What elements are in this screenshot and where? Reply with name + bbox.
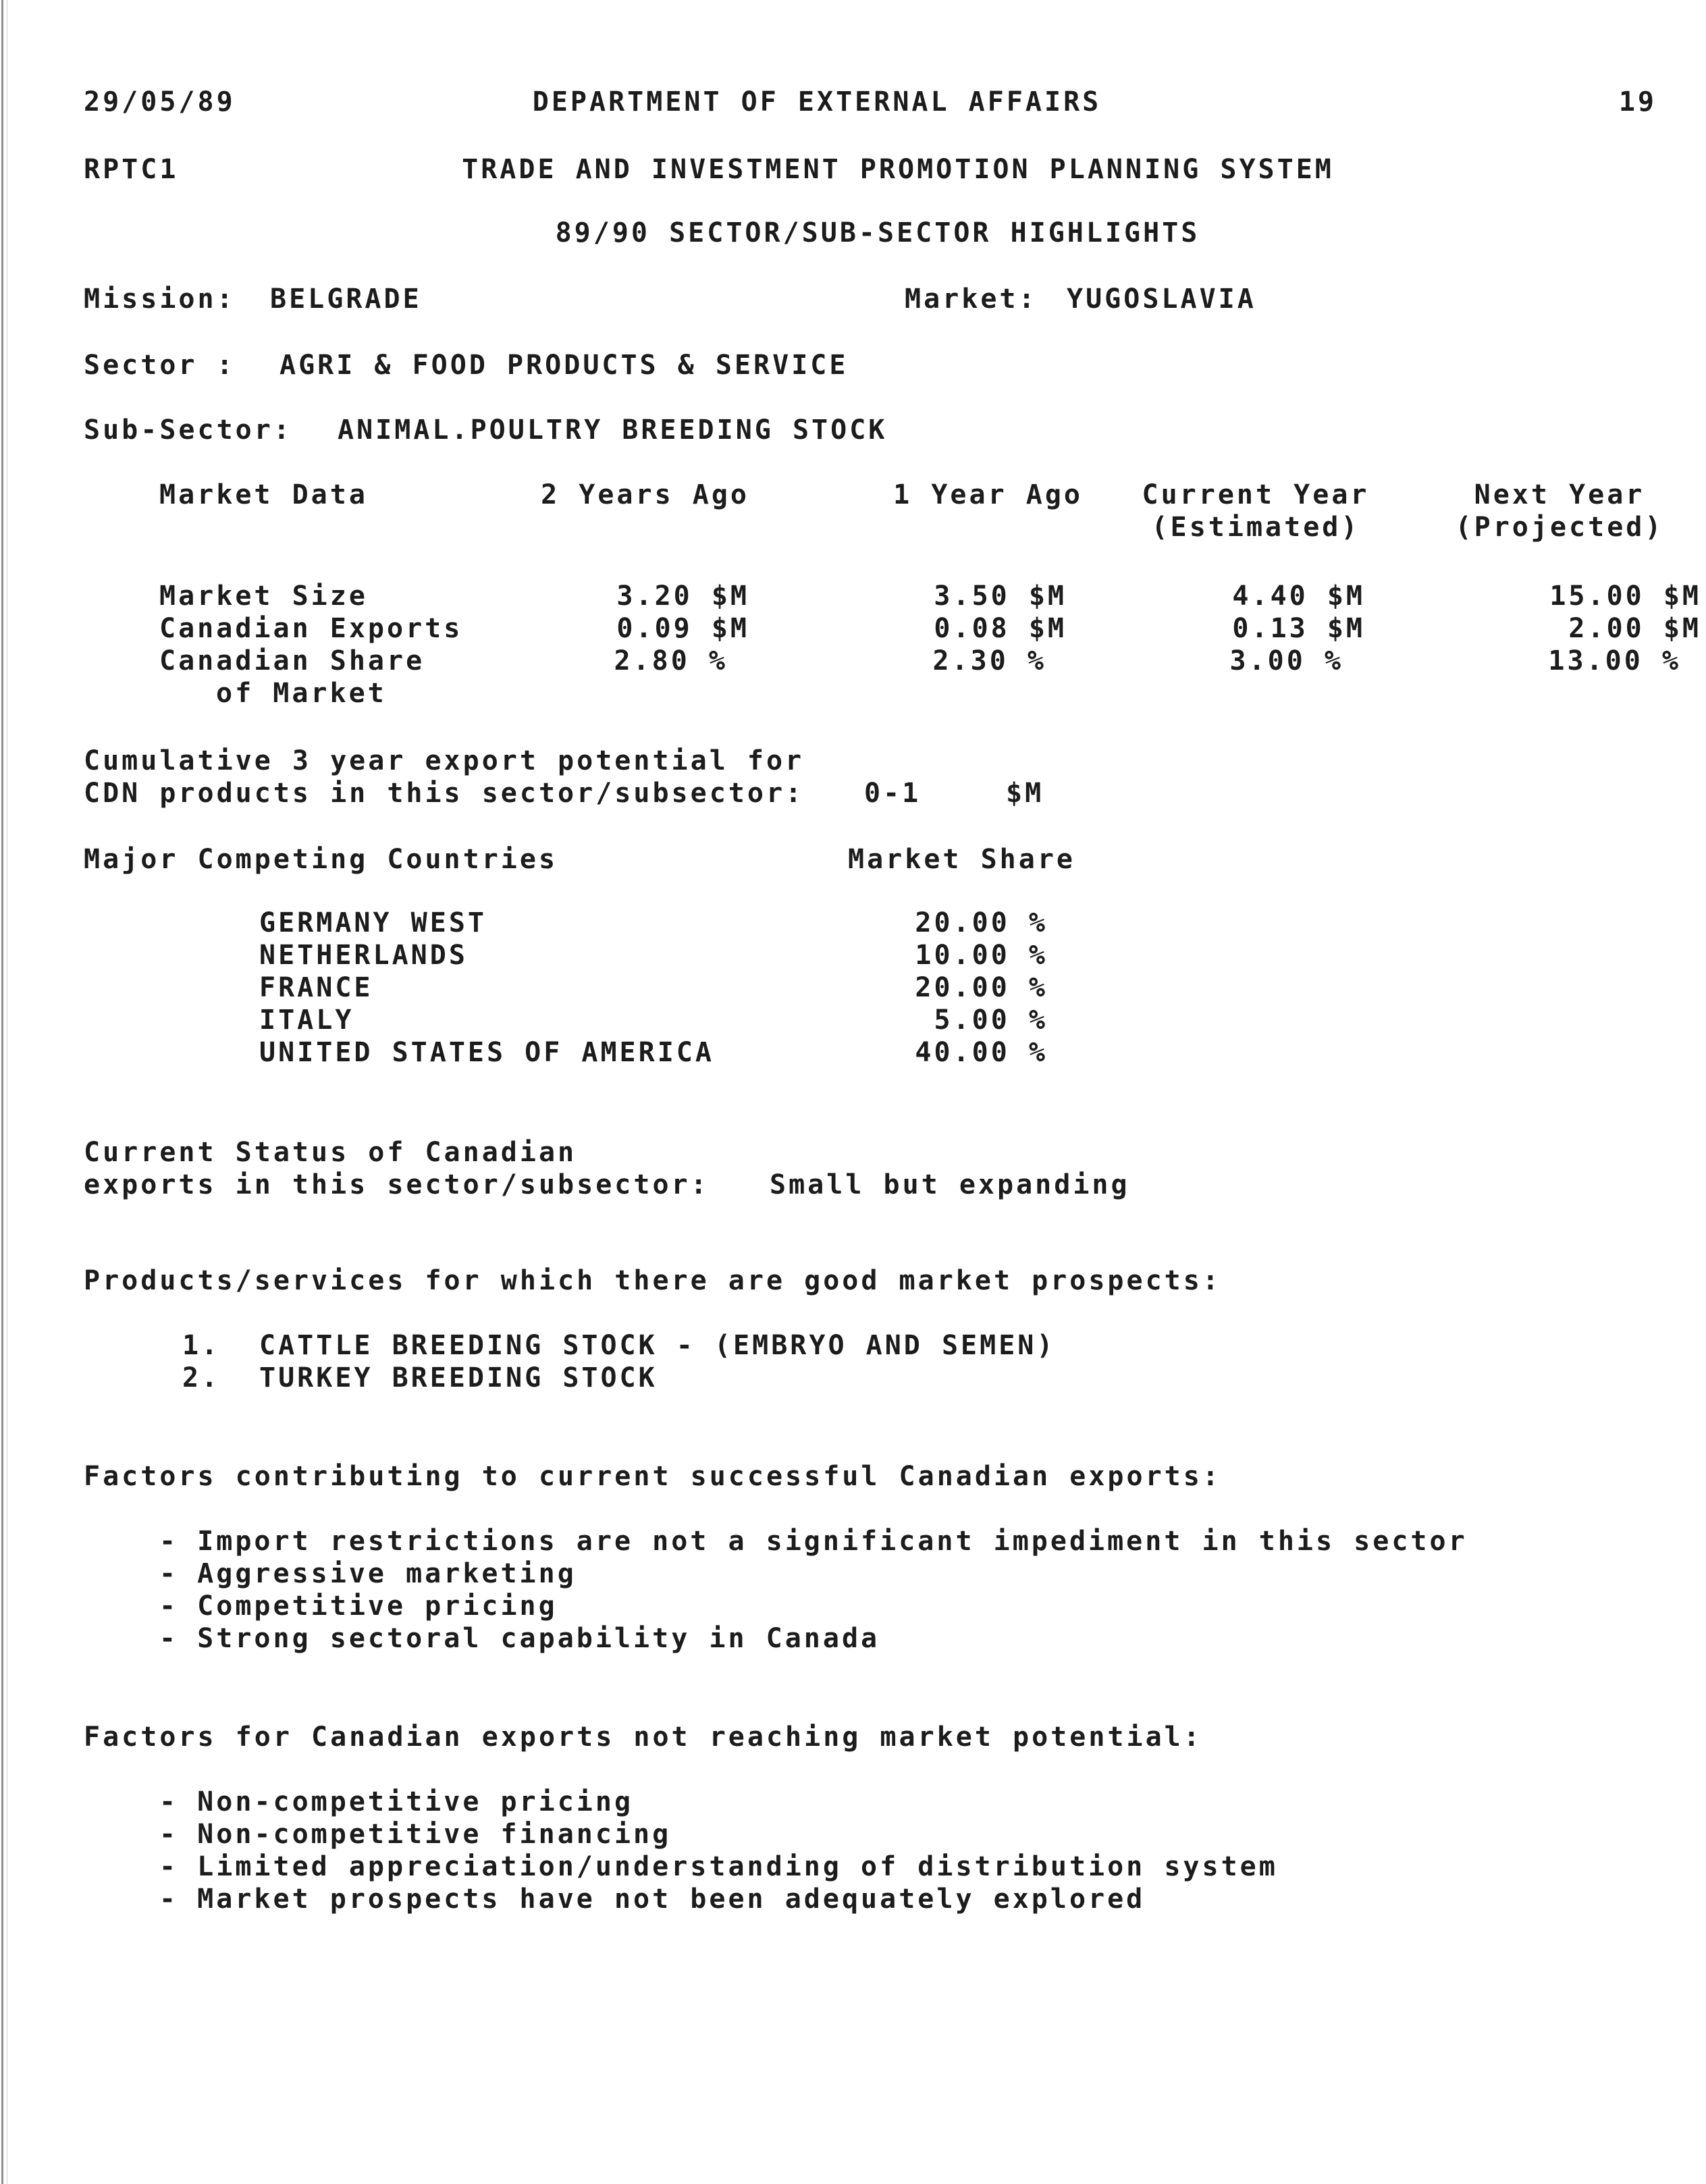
table-cell: 0.13 $M [1232, 613, 1365, 644]
table-cell: 15.00 $M [1549, 581, 1701, 612]
table-cell: 3.50 $M [934, 581, 1067, 612]
list-item-share: 10.00 % [915, 940, 1048, 971]
column-header-2-years-ago: 2 Years Ago [541, 479, 749, 510]
sector-label: Sector : [84, 350, 236, 381]
table-cell: 0.09 $M [616, 613, 749, 644]
table-cell: 4.40 $M [1232, 581, 1365, 612]
table-cell: 3.20 $M [616, 581, 749, 612]
table-cell: 13.00 % [1548, 645, 1681, 676]
list-item: - Import restrictions are not a significant impediment in this sector [159, 1526, 1468, 1557]
prospects-item-number: 2. [182, 1362, 221, 1393]
status-line2: exports in this sector/subsector: [84, 1169, 710, 1200]
column-header-next-year: Next Year [1474, 479, 1645, 510]
binding-edge [1, 0, 3, 2184]
prospects-item-number: 1. [182, 1330, 221, 1361]
subsector-label: Sub-Sector: [84, 415, 292, 446]
report-title: 89/90 SECTOR/SUB-SECTOR HIGHLIGHTS [555, 217, 1200, 248]
list-item-country: NETHERLANDS [259, 940, 468, 971]
list-item: - Competitive pricing [159, 1591, 558, 1622]
list-item-country: GERMANY WEST [259, 907, 487, 938]
cumulative-potential-unit: $M [1006, 778, 1044, 809]
list-item-share: 5.00 % [934, 1005, 1048, 1036]
sector-value: AGRI & FOOD PRODUCTS & SERVICE [279, 350, 849, 381]
table-cell: 0.08 $M [934, 613, 1067, 644]
department-name: DEPARTMENT OF EXTERNAL AFFAIRS [532, 86, 1102, 117]
cumulative-potential-line1: Cumulative 3 year export potential for [84, 745, 805, 776]
competitors-heading: Major Competing Countries [84, 844, 558, 875]
success-factors-heading: Factors contributing to current successful Canadian exports: [84, 1461, 1221, 1492]
table-row-label: Market Size [159, 581, 368, 612]
status-value: Small but expanding [770, 1169, 1130, 1200]
table-cell: 2.00 $M [1568, 613, 1701, 644]
list-item-share: 20.00 % [915, 907, 1048, 938]
list-item: - Non-competitive financing [159, 1819, 672, 1850]
list-item: - Market prospects have not been adequately explored [159, 1884, 1146, 1915]
table-cell: 2.80 % [614, 645, 728, 676]
table-cell: 3.00 % [1229, 645, 1343, 676]
list-item-country: FRANCE [259, 972, 373, 1003]
list-item: - Strong sectoral capability in Canada [159, 1623, 880, 1654]
prospects-item-text: CATTLE BREEDING STOCK - (EMBRYO AND SEMEN) [259, 1330, 1056, 1361]
table-row-label: Canadian Share [159, 645, 425, 676]
mission-label: Mission: [84, 284, 236, 315]
report-id: RPTC1 [84, 154, 179, 185]
list-item: - Aggressive marketing [159, 1558, 577, 1589]
prospects-heading: Products/services for which there are good market prospects: [84, 1265, 1221, 1296]
market-label: Market: [905, 284, 1038, 315]
competitors-share-heading: Market Share [848, 844, 1075, 875]
market-value: YUGOSLAVIA [1067, 284, 1256, 315]
column-header-current-year-estimated: (Estimated) [1151, 512, 1360, 543]
list-item-share: 20.00 % [915, 972, 1048, 1003]
table-row-label: Canadian Exports [159, 613, 463, 644]
column-header-next-year-projected: (Projected) [1455, 512, 1664, 543]
subsector-value: ANIMAL.POULTRY BREEDING STOCK [338, 415, 888, 446]
list-item-share: 40.00 % [915, 1037, 1048, 1068]
report-date: 29/05/89 [84, 86, 236, 117]
table-cell: 2.30 % [932, 645, 1046, 676]
cumulative-potential-range: 0-1 [864, 778, 922, 809]
list-item: - Non-competitive pricing [159, 1786, 634, 1817]
list-item: - Limited appreciation/understanding of distribution system [159, 1851, 1278, 1882]
column-header-1-year-ago: 1 Year Ago [893, 479, 1083, 510]
shortfall-factors-heading: Factors for Canadian exports not reaching market potential: [84, 1722, 1202, 1753]
column-header-market-data: Market Data [159, 479, 368, 510]
prospects-item-text: TURKEY BREEDING STOCK [259, 1362, 658, 1393]
list-item-country: ITALY [259, 1005, 354, 1036]
page-number: 19 [1618, 86, 1657, 117]
status-line1: Current Status of Canadian [84, 1137, 577, 1168]
column-header-current-year: Current Year [1142, 479, 1370, 510]
system-title: TRADE AND INVESTMENT PROMOTION PLANNING SYSTEM [462, 154, 1334, 185]
table-row-label-continued: of Market [216, 678, 387, 709]
mission-value: BELGRADE [270, 284, 422, 315]
list-item-country: UNITED STATES OF AMERICA [259, 1037, 714, 1068]
cumulative-potential-line2: CDN products in this sector/subsector: [84, 778, 805, 809]
